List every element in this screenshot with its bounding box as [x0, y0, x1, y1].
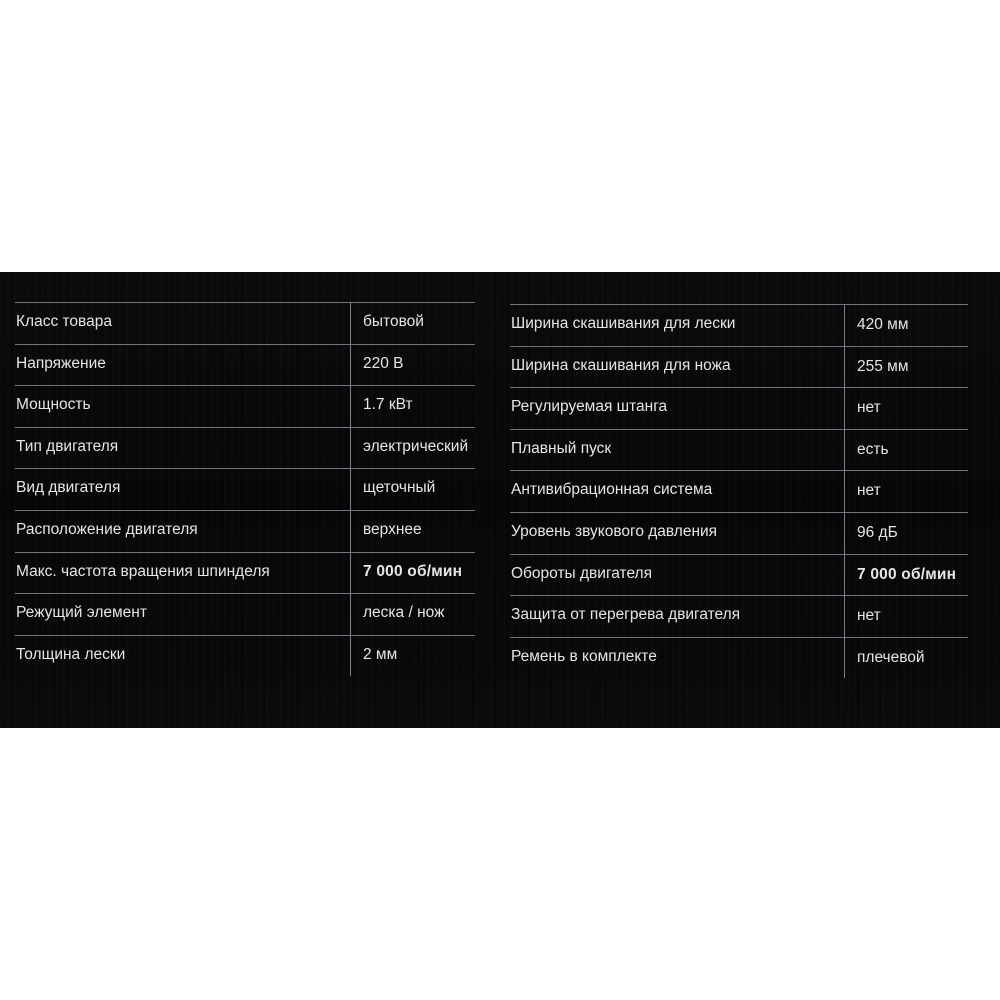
spec-value: есть [857, 440, 889, 458]
spec-label: Макс. частота вращения шпинделя [16, 562, 270, 580]
spec-value: 220 В [363, 354, 404, 372]
spec-value: плечевой [857, 648, 925, 666]
spec-label: Регулируемая штанга [511, 398, 668, 416]
spec-value: леска / нож [363, 604, 445, 622]
spec-label: Напряжение [16, 354, 106, 372]
spec-label: Тип двигателя [16, 437, 119, 455]
spec-label: Толщина лески [16, 645, 126, 663]
spec-row [15, 635, 475, 677]
spec-value: 1.7 кВт [363, 396, 413, 414]
spec-label: Защита от перегрева двигателя [511, 606, 741, 624]
spec-value: нет [857, 607, 881, 625]
spec-row [15, 344, 475, 386]
spec-label: Уровень звукового давления [511, 522, 718, 540]
spec-row [510, 595, 968, 637]
spec-row [510, 470, 968, 512]
spec-row [15, 552, 475, 594]
spec-label: Ширина скашивания для ножа [511, 356, 731, 374]
spec-table-left [15, 302, 475, 676]
spec-value: нет [857, 399, 881, 417]
spec-row [15, 593, 475, 635]
spec-row [15, 427, 475, 469]
spec-value: 255 мм [857, 357, 909, 375]
spec-label: Ширина скашивания для лески [511, 315, 736, 332]
spec-row [510, 429, 968, 471]
spec-value: 420 мм [857, 316, 909, 333]
spec-value: щеточный [363, 479, 436, 497]
spec-label: Обороты двигателя [511, 564, 652, 582]
spec-row [510, 387, 968, 429]
spec-row [15, 510, 475, 552]
spec-label: Вид двигателя [16, 479, 121, 497]
spec-value: электрический [363, 437, 469, 455]
spec-value: бытовой [363, 313, 424, 330]
spec-banner [0, 272, 1000, 728]
spec-row [15, 385, 475, 427]
spec-value: нет [857, 482, 881, 500]
spec-label: Мощность [16, 396, 91, 414]
spec-row [15, 302, 475, 344]
spec-row [510, 346, 968, 388]
spec-label: Антивибрационная система [511, 481, 713, 499]
spec-value: 7 000 об/мин [363, 562, 463, 580]
spec-row [15, 468, 475, 510]
spec-row [510, 304, 968, 346]
spec-label: Расположение двигателя [16, 520, 198, 538]
spec-row [510, 512, 968, 554]
spec-value: верхнее [363, 520, 422, 538]
spec-row [510, 637, 968, 679]
spec-table-right [510, 304, 968, 678]
spec-label: Плавный пуск [511, 439, 612, 457]
spec-label: Режущий элемент [16, 604, 147, 622]
spec-row [510, 554, 968, 596]
spec-value: 96 дБ [857, 523, 898, 541]
spec-value: 7 000 об/мин [857, 565, 957, 583]
spec-label: Ремень в комплекте [511, 647, 657, 665]
spec-label: Класс товара [16, 313, 112, 330]
spec-value: 2 мм [363, 645, 398, 663]
